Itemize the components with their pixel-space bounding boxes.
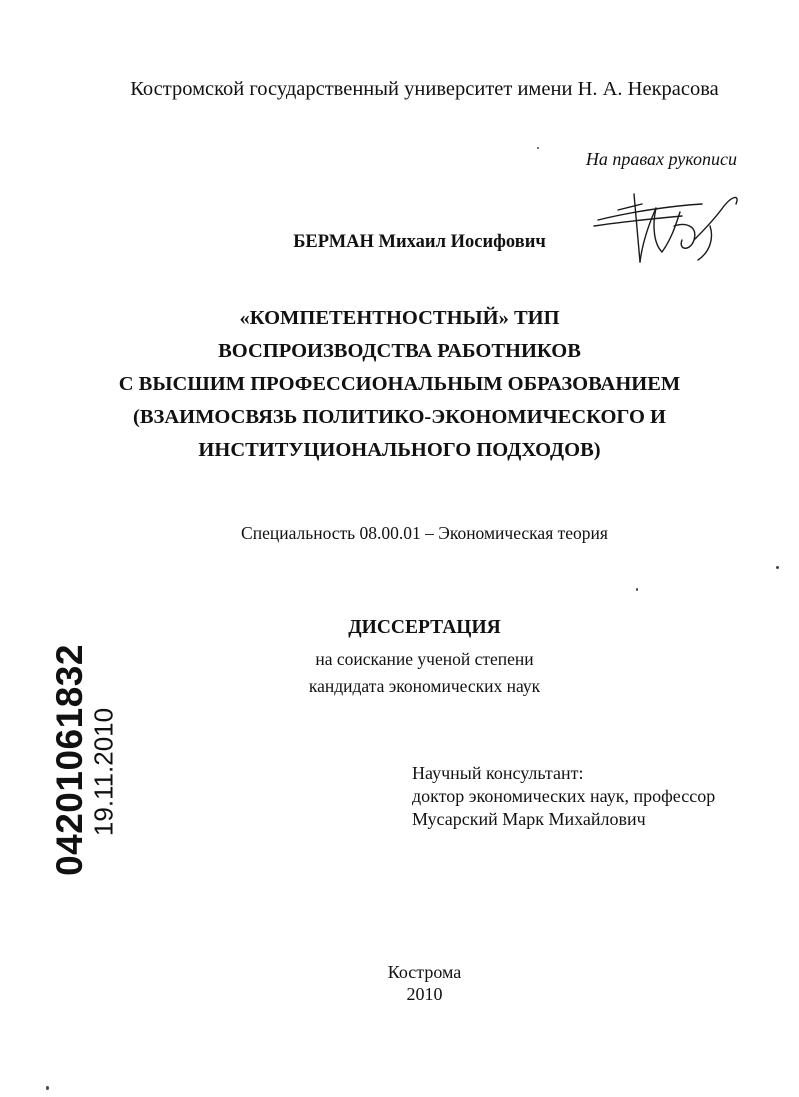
stamp-date-text: 19.11.2010 bbox=[88, 707, 119, 837]
scientific-consultant bbox=[412, 762, 715, 831]
author-name: БЕРМАН Михаил Иосифович bbox=[293, 232, 546, 252]
place-and-year bbox=[0, 961, 799, 1005]
degree-line: кандидата экономических наук bbox=[308, 676, 541, 696]
title-line: ВОСПРОИЗВОДСТВА РАБОТНИКОВ bbox=[218, 340, 581, 362]
consultant-label: Научный консультант: bbox=[412, 763, 584, 783]
scan-speck bbox=[776, 566, 779, 569]
title-line: (ВЗАИМОСВЯЗЬ ПОЛИТИКО-ЭКОНОМИЧЕСКОГО И bbox=[133, 406, 666, 428]
city: Кострома bbox=[387, 962, 462, 982]
degree-line: на соискание ученой степени bbox=[315, 649, 534, 669]
handwritten-signature bbox=[590, 186, 750, 272]
university-name: Костромской государственный университет имени Н. А. Некрасова bbox=[130, 78, 719, 100]
scan-speck bbox=[636, 588, 638, 591]
title-line: ИНСТИТУЦИОНАЛЬНОГО ПОДХОДОВ) bbox=[198, 439, 601, 461]
title-line: С ВЫСШИМ ПРОФЕССИОНАЛЬНЫМ ОБРАЗОВАНИЕМ bbox=[118, 373, 681, 395]
scan-speck bbox=[537, 147, 539, 149]
degree-description bbox=[0, 646, 799, 700]
title-line: «КОМПЕТЕНТНОСТНЫЙ» ТИП bbox=[239, 307, 560, 329]
year: 2010 bbox=[406, 984, 443, 1004]
dissertation-title bbox=[0, 302, 799, 467]
consultant-title: доктор экономических наук, профессор bbox=[412, 786, 716, 806]
specialty: Специальность 08.00.01 – Экономическая теория bbox=[241, 523, 608, 543]
manuscript-rights-note: На правах рукописи bbox=[585, 149, 737, 169]
consultant-name: Мусарский Марк Михайлович bbox=[412, 809, 646, 829]
stamp-code-text: 04201061832 bbox=[49, 644, 90, 876]
work-type-heading: ДИССЕРТАЦИЯ bbox=[348, 617, 501, 638]
scan-speck bbox=[46, 1086, 49, 1090]
